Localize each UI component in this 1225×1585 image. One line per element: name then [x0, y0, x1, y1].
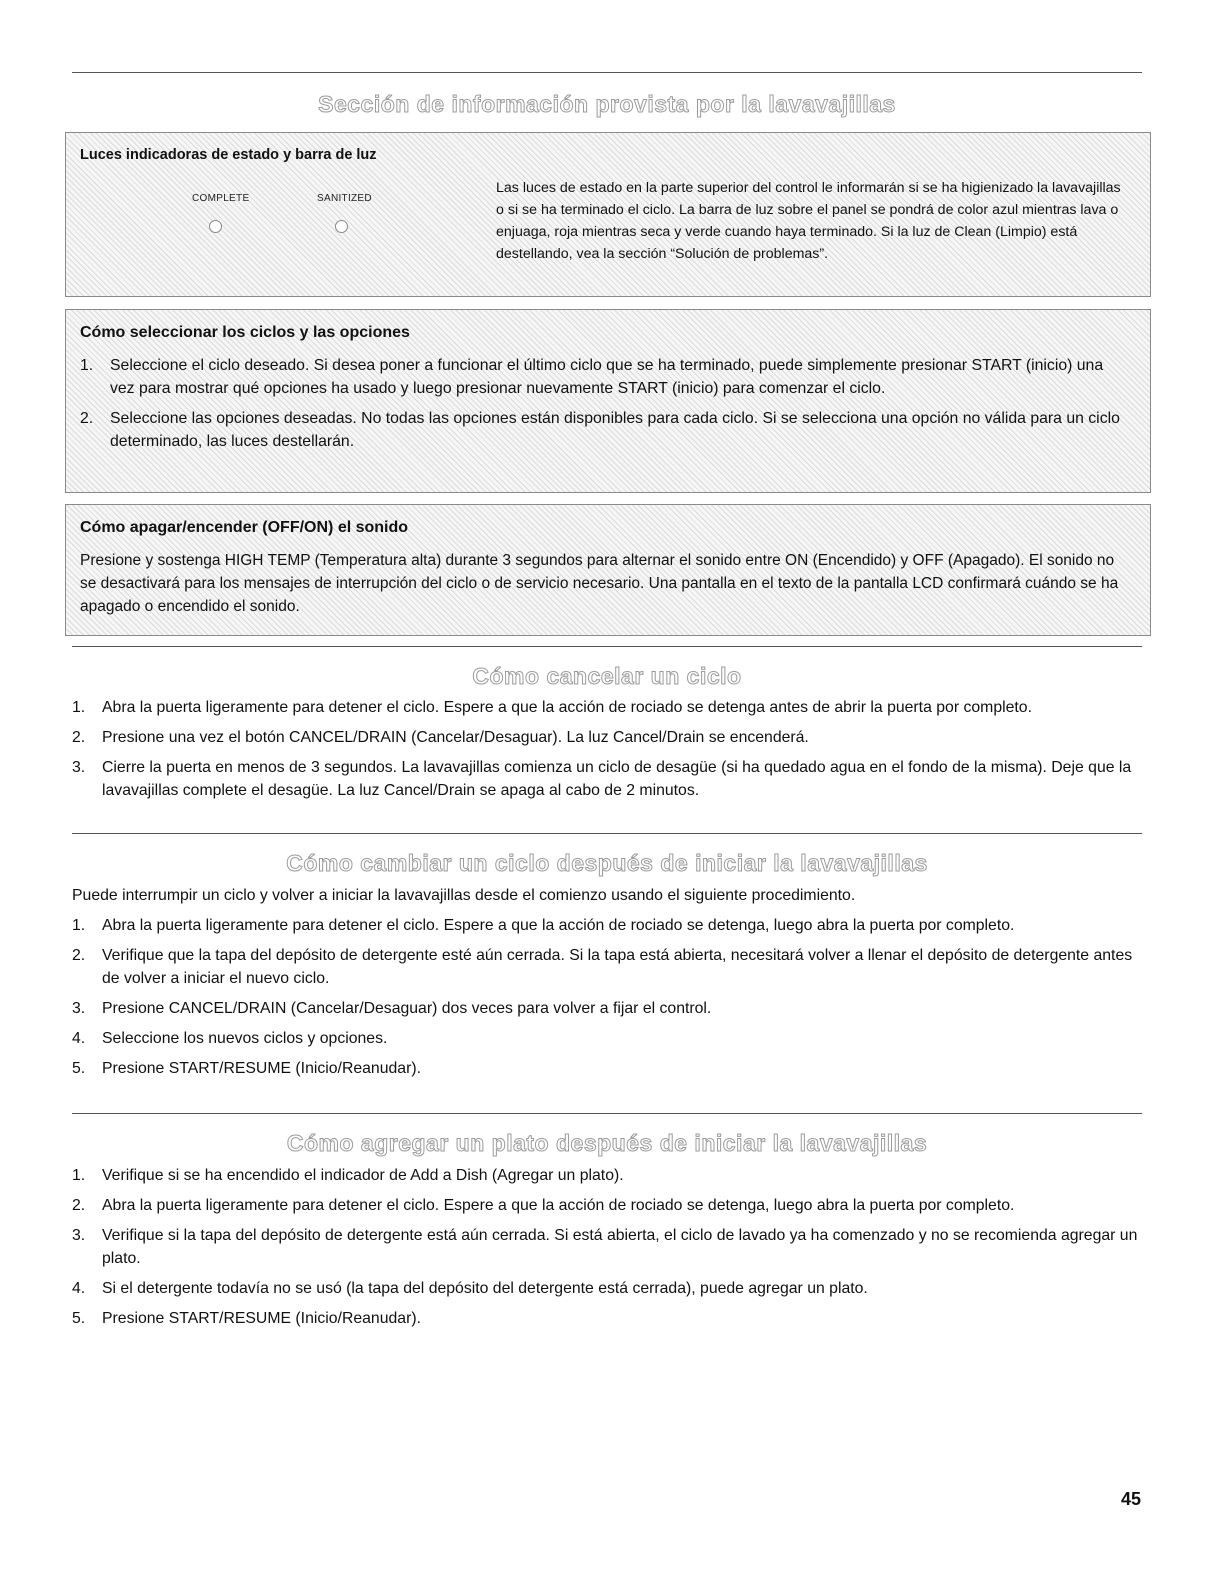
sanitized-label: SANITIZED — [317, 193, 372, 204]
page-number: 45 — [1120, 1489, 1141, 1509]
status-lights-panel — [80, 175, 496, 295]
change-intro: Puede interrumpir un ciclo y volver a iniciar la lavavajillas desde el comienzo usando el siguiente procedimiento. — [72, 887, 856, 904]
add-dish-steps-list — [72, 1164, 1142, 1337]
section-title-add-dish: Cómo agregar un plato después de iniciar la lavavajillas — [286, 1130, 928, 1156]
complete-light-icon — [209, 220, 222, 233]
list-item: 2. Seleccione las opciones deseadas. No todas las opciones están disponibles para cada ciclo. Si se selecciona una opción no válida para un ciclo determinado, las luces destellarán. — [80, 410, 1120, 450]
cancel-steps-list — [72, 696, 1142, 809]
list-item: 2. Presione una vez el botón CANCEL/DRAIN (Cancelar/Desaguar). La luz Cancel/Drain se encenderá. — [72, 729, 809, 746]
add-dish-rule — [72, 1113, 1142, 1114]
select-steps-list — [80, 354, 1130, 453]
list-item: 3. Cierre la puerta en menos de 3 segundos. La lavavajillas comienza un ciclo de desagüe (si ha quedado agua en el fondo de la misma). Deje que la lavavajillas complete el desagüe. La luz Cancel/Drain se apaga al cabo de 2 minutos. — [72, 759, 1132, 799]
list-item: 1. Verifique si se ha encendido el indicador de Add a Dish (Agregar un plato). — [72, 1167, 624, 1184]
list-item: 5. Presione START/RESUME (Inicio/Reanudar). — [72, 1310, 421, 1327]
list-item: 4. Si el detergente todavía no se usó (la tapa del depósito del detergente está cerrada), puede agregar un plato. — [72, 1280, 868, 1297]
list-item: 2. Verifique que la tapa del depósito de detergente esté aún cerrada. Si la tapa está abierta, necesitará volver a llenar el depósito de detergente antes de volver a iniciar el nuevo ciclo. — [72, 947, 1133, 987]
change-steps-list — [72, 914, 1142, 1087]
cancel-rule — [72, 646, 1142, 647]
list-item: 3. Verifique si la tapa del depósito de detergente está aún cerrada. Si está abierta, el ciclo de lavado ya ha comenzado y no se recomienda agregar un plato. — [72, 1227, 1138, 1267]
status-box-heading: Luces indicadoras de estado y barra de luz — [80, 147, 377, 163]
sanitized-light-icon — [335, 220, 348, 233]
status-lights-box — [65, 132, 1151, 297]
list-item: 1. Seleccione el ciclo deseado. Si desea poner a funcionar el último ciclo que se ha terminado, puede simplemente presionar START (inicio) una vez para mostrar qué opciones ha usado y luego presionar nuevamente START (inicio) para comenzar el ciclo. — [80, 357, 1104, 397]
sound-toggle-box — [65, 504, 1151, 636]
sound-box-text: Presione y sostenga HIGH TEMP (Temperatura alta) durante 3 segundos para alternar el sonido entre ON (Encendido) y OFF (Apagado). El sonido no se desactivará para los mensajes de interrupción del ciclo o de servicio necesario. Una pantalla en el texto de la pantalla LCD confirmará cuándo se ha apagado o encendido el sonido. — [80, 552, 1119, 615]
section-title-info: Sección de información provista por la lavavajillas — [318, 91, 896, 117]
section-title-change: Cómo cambiar un ciclo después de iniciar la lavavajillas — [286, 850, 928, 876]
top-rule — [72, 72, 1142, 73]
list-item: 1. Abra la puerta ligeramente para detener el ciclo. Espere a que la acción de rociado se detenga, luego abra la puerta por completo. — [72, 917, 1015, 934]
status-description: Las luces de estado en la parte superior del control le informarán si se ha higienizado la lavavajillas o si se ha terminado el ciclo. La barra de luz sobre el panel se pondrá de color azul mientras lava o enjuaga, roja mientras seca y verde cuando haya terminado. Si la luz de Clean (Limpio) está destellando, vea la sección “Solución de problemas”. — [496, 180, 1121, 262]
list-item: 2. Abra la puerta ligeramente para detener el ciclo. Espere a que la acción de rociado se detenga, luego abra la puerta por completo. — [72, 1197, 1015, 1214]
list-item: 5. Presione START/RESUME (Inicio/Reanudar). — [72, 1060, 421, 1077]
sound-box-heading: Cómo apagar/encender (OFF/ON) el sonido — [80, 519, 409, 536]
change-rule — [72, 833, 1142, 834]
select-box-heading: Cómo seleccionar los ciclos y las opciones — [80, 324, 410, 341]
list-item: 4. Seleccione los nuevos ciclos y opciones. — [72, 1030, 388, 1047]
list-item: 1. Abra la puerta ligeramente para detener el ciclo. Espere a que la acción de rociado se detenga antes de abrir la puerta por completo. — [72, 699, 1032, 716]
list-item: 3. Presione CANCEL/DRAIN (Cancelar/Desaguar) dos veces para volver a fijar el control. — [72, 1000, 712, 1017]
complete-label: COMPLETE — [192, 193, 250, 204]
section-title-cancel: Cómo cancelar un ciclo — [472, 663, 742, 689]
select-cycles-box — [65, 309, 1151, 493]
